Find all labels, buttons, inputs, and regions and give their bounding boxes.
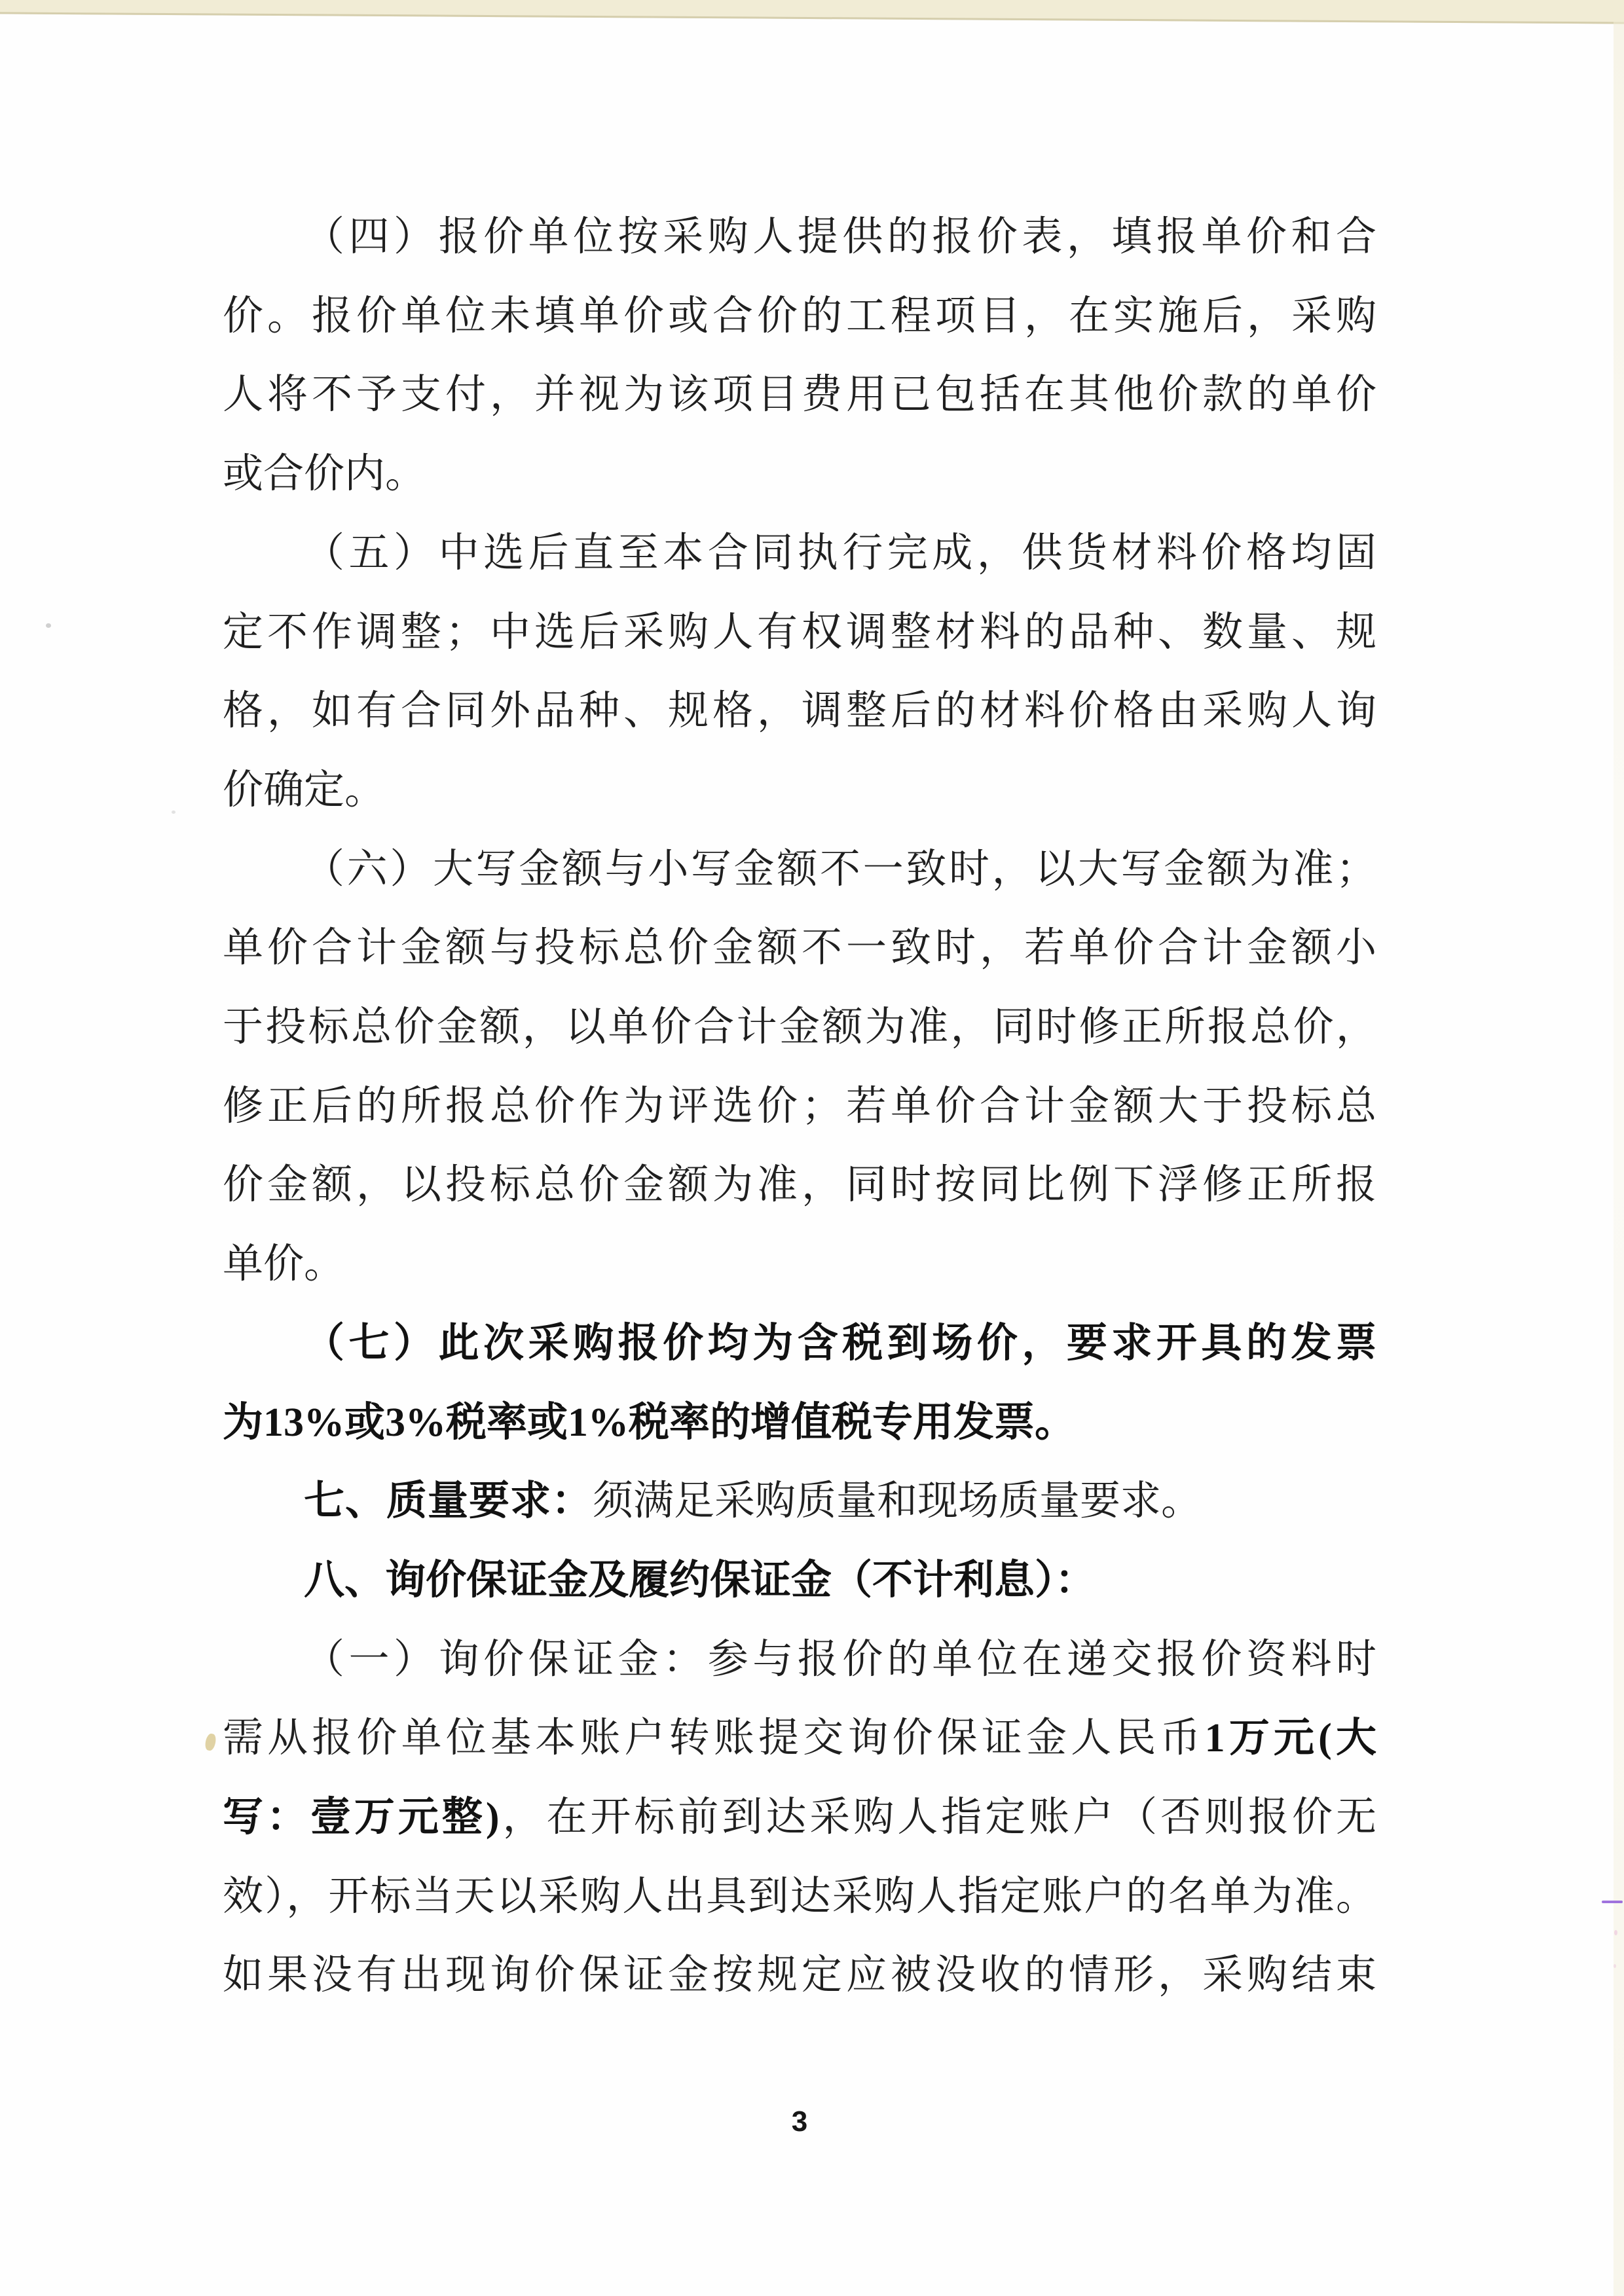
text-segment: 单价合计金额与投标总价金额不一致时，若单价合计金额小 [223,926,1376,971]
text-segment: 修正后的所报总价作为评选价；若单价合计金额大于投标总 [223,1084,1376,1129]
scan-stray-mark [1602,1901,1623,1903]
text-line [223,909,1376,988]
text-segment: 八、询价保证金及履约保证金（不计利息）： [304,1558,1096,1603]
paragraph-clause-4 [223,198,1376,514]
text-line [223,1620,1376,1700]
bold-text-segment: 1万元(大 [1204,1716,1376,1761]
text-segment: 价金额，以投标总价金额为准，同时按同比例下浮修正所报 [223,1163,1376,1208]
paragraph-clause-7-tax [223,1304,1376,1462]
paragraph-section-7-quality [223,1462,1376,1541]
text-segment: 如果没有出现询价保证金按规定应被没收的情形，采购结束 [223,1953,1376,1998]
text-segment: 于投标总价金额，以单价合计金额为准，同时修正所报总价， [223,1005,1376,1050]
bold-text-segment: 写：壹万元整) [223,1795,500,1840]
text-segment: 格，如有合同外品种、规格，调整后的材料价格由采购人询 [223,689,1376,734]
text-line [223,830,1376,909]
text-segment: （六）大写金额与小写金额不一致时，以大写金额为准； [304,847,1376,892]
text-line [223,988,1376,1067]
text-line [223,1383,1376,1463]
text-segment: （七）此次采购报价均为含税到场价，要求开具的发票 [304,1321,1376,1366]
text-line [223,1541,1376,1620]
scan-speck [46,623,51,628]
text-segment: 价。报价单位未填单价或合价的工程项目，在实施后，采购 [223,293,1376,338]
text-line [223,1304,1376,1383]
scan-right-edge-artifact [1614,0,1624,2296]
text-segment: （五）中选后直至本合同执行完成，供货材料价格均固 [304,530,1376,575]
text-line [223,1778,1376,1857]
paragraph-clause-6 [223,830,1376,1304]
text-segment: 单价。 [223,1242,345,1287]
scan-speck [1614,1930,1617,1935]
text-line [223,1699,1376,1778]
document-body [223,198,1376,2015]
text-line [223,1067,1376,1146]
text-line [223,1462,1376,1541]
page-number: 3 [791,2105,808,2138]
text-segment: （四）报价单位按采购人提供的报价表，填报单价和合 [304,215,1376,259]
text-segment: 价确定。 [223,767,386,812]
text-line [223,435,1376,514]
text-line [223,277,1376,356]
text-segment: 或合价内。 [223,452,426,497]
text-segment: 人将不予支付，并视为该项目费用已包括在其他价款的单价 [223,373,1376,418]
text-line [223,1936,1376,2015]
text-line [223,198,1376,277]
scan-speck [1614,1964,1616,1968]
text-segment: 须满足采购质量和现场质量要求。 [593,1479,1202,1524]
text-segment: 定不作调整；中选后采购人有权调整材料的品种、数量、规 [223,610,1376,655]
text-line [223,751,1376,830]
text-segment: 需从报价单位基本账户转账提交询价保证金人民币 [223,1716,1205,1761]
text-line [223,593,1376,672]
text-line [223,672,1376,751]
bold-text-segment: 七、质量要求： [304,1478,593,1524]
scan-top-edge-artifact [0,0,1624,24]
text-segment: ，在开标前到达采购人指定账户（否则报价无 [499,1795,1376,1840]
text-line [223,1146,1376,1225]
scan-speck [204,1733,217,1752]
text-line [223,1857,1376,1937]
paragraph-section-8-deposit [223,1541,1376,1620]
text-segment: （一）询价保证金：参与报价的单位在递交报价资料时 [304,1637,1376,1682]
scan-speck [172,811,175,814]
text-line [223,355,1376,435]
text-segment: 为13%或3%税率或1%税率的增值税专用发票。 [223,1400,1076,1445]
paragraph-clause-5 [223,514,1376,830]
text-line [223,1225,1376,1304]
text-line [223,514,1376,593]
paragraph-clause-8-1 [223,1620,1376,2016]
text-segment: 效），开标当天以采购人出具到达采购人指定账户的名单为准。 [223,1874,1376,1919]
